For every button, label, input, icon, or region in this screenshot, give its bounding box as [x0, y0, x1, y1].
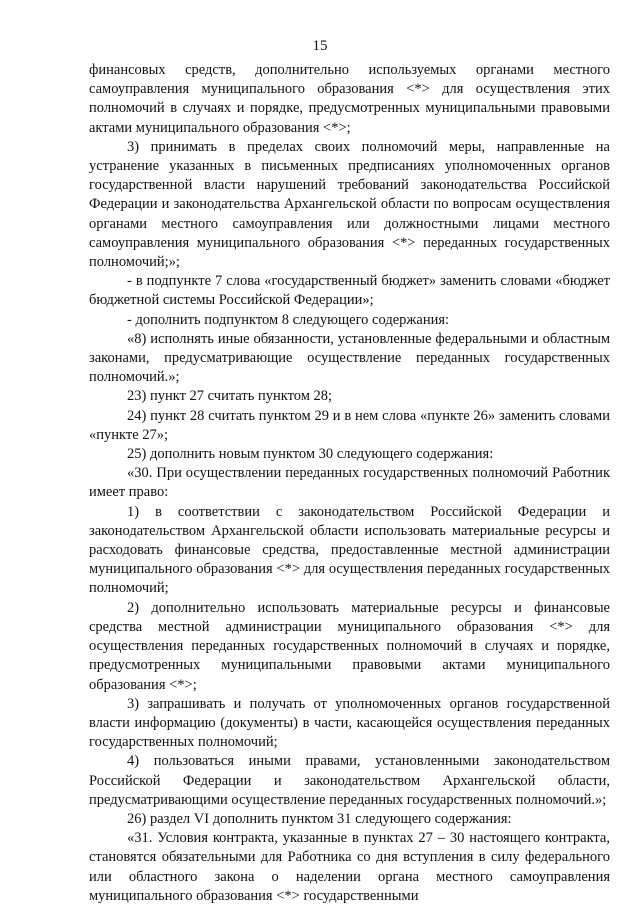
paragraph-item-24: 24) пункт 28 считать пунктом 29 и в нем слова «пункте 26» заменить словами «пункте 27»;: [89, 407, 610, 443]
paragraph-right-3: 3) запрашивать и получать от уполномоченных органов государственной власти информацию (документы) в части, касающейся осуществления переданных государственных полномочий;: [89, 695, 610, 751]
page-number: 15: [312, 38, 328, 54]
paragraph-item-3: 3) принимать в пределах своих полномочий меры, направленные на устранение указанных в письменных предписаниях уполномоченных органов государственной власти нарушений требований законодательства Российской Федерации и законодательства Архангельской области по вопросам осуществления органами местного самоуправления или должностными лицами местного самоуправления муниципального образования <*> переданных государственных полномочий;»;: [89, 138, 610, 271]
paragraph-continuation: финансовых средств, дополнительно используемых органами местного самоуправления муниципального образования <*> для осуществления этих полномочий в случаях и порядке, предусмотренных муниципальными правовыми актами муниципального образования <*>;: [89, 62, 610, 136]
paragraph-add-subitem-8: - дополнить подпунктом 8 следующего содержания:: [127, 311, 450, 328]
paragraph-point-31: «31. Условия контракта, указанные в пунктах 27 – 30 настоящего контракта, становятся обязательными для Работника со дня вступления в силу федерального или областного закона о наделении органа местного самоуправления муниципального образования <*> государственными: [89, 830, 610, 904]
paragraph-right-1: 1) в соответствии с законодательством Российской Федерации и законодательством Архангельской области использовать материальные ресурсы и расходовать финансовые средства, предоставленные местной администрации муниципального образования <*> для осуществления переданных государственных полномочий;: [89, 503, 610, 597]
paragraph-subitem-8-text: «8) исполнять иные обязанности, установленные федеральными и областным законами, предусматривающие осуществление переданных государственных полномочий.»;: [89, 330, 610, 386]
paragraph-subitem-7: - в подпункте 7 слова «государственный бюджет» заменить словами «бюджет бюджетной системы Российской Федерации»;: [89, 273, 610, 309]
paragraph-right-2: 2) дополнительно использовать материальные ресурсы и финансовые средства местной администрации муниципального образования <*> для осуществления переданных государственных полномочий в случаях и порядке, предусмотренных муниципальными правовыми актами муниципального образования <*>;: [89, 599, 610, 693]
paragraph-point-30: «30. При осуществлении переданных государственных полномочий Работник имеет право:: [89, 465, 610, 501]
paragraph-item-26: 26) раздел VI дополнить пунктом 31 следующего содержания:: [127, 810, 512, 827]
document-body: [89, 61, 610, 906]
paragraph-item-23: 23) пункт 27 считать пунктом 28;: [127, 388, 333, 405]
paragraph-item-25: 25) дополнить новым пунктом 30 следующего содержания:: [127, 446, 494, 463]
paragraph-right-4: 4) пользоваться иными правами, установленными законодательством Российской Федерации и законодательством Архангельской области, предусматривающими осуществление переданных государственных полномочий.»;: [89, 753, 610, 808]
